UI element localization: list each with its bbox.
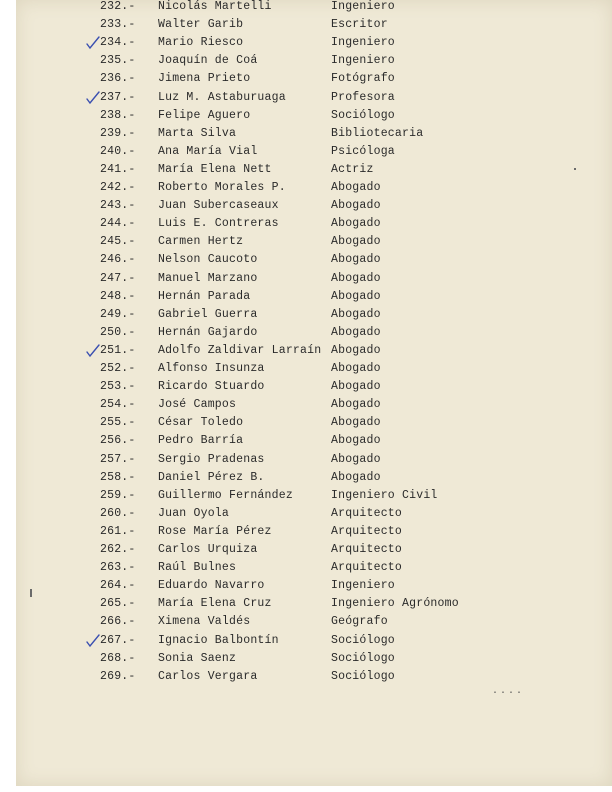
person-name: Juan Oyola bbox=[158, 506, 230, 520]
profession: Sociólogo bbox=[331, 633, 395, 647]
list-item bbox=[16, 215, 612, 233]
person-name: Ignacio Balbontín bbox=[158, 633, 279, 647]
entry-number: 232.- bbox=[100, 0, 136, 13]
person-name: Roberto Morales P. bbox=[158, 181, 286, 194]
person-name: Jimena Prieto bbox=[158, 72, 251, 86]
person-name: Hernán Parada bbox=[158, 289, 251, 303]
list-item bbox=[16, 559, 612, 577]
entry-number: 235.- bbox=[100, 54, 136, 68]
document-page bbox=[16, 0, 612, 786]
list-item bbox=[16, 0, 612, 16]
entry-number: 250.- bbox=[100, 325, 136, 339]
person-name: Rose María Pérez bbox=[158, 524, 272, 538]
stray-mark bbox=[574, 168, 576, 170]
list-item bbox=[16, 342, 612, 360]
person-name: Marta Silva bbox=[158, 126, 237, 140]
person-name: Gabriel Guerra bbox=[158, 307, 258, 321]
checkmark-icon bbox=[86, 36, 100, 50]
profession: Abogado bbox=[331, 271, 381, 285]
list-item bbox=[16, 197, 612, 215]
profession: Ingeniero bbox=[331, 54, 395, 68]
profession: Abogado bbox=[331, 343, 381, 357]
person-name: Carmen Hertz bbox=[158, 235, 244, 249]
person-name: César Toledo bbox=[158, 416, 244, 430]
person-name: Carlos Vergara bbox=[158, 669, 258, 683]
entry-number: 258.- bbox=[100, 470, 136, 484]
person-name: Luis E. Contreras bbox=[158, 217, 279, 231]
profession: Arquitecto bbox=[331, 506, 403, 520]
profession: Abogado bbox=[331, 452, 381, 466]
list-item bbox=[16, 650, 612, 668]
list-item bbox=[16, 324, 612, 342]
person-name: Felipe Aguero bbox=[158, 108, 251, 122]
person-name: Mario Riesco bbox=[158, 36, 244, 50]
profession: Actriz bbox=[331, 162, 374, 176]
list-item bbox=[16, 469, 612, 487]
list-item bbox=[16, 396, 612, 414]
profession: Ingeniero bbox=[331, 36, 395, 50]
person-name: Eduardo Navarro bbox=[158, 579, 265, 593]
profession: Abogado bbox=[331, 470, 381, 484]
person-name: Pedro Barría bbox=[158, 434, 244, 448]
person-name: Luz M. Astaburuaga bbox=[158, 90, 286, 104]
footer-marks: ···· bbox=[492, 688, 525, 699]
profession: Abogado bbox=[331, 380, 381, 394]
entry-number: 245.- bbox=[100, 235, 136, 249]
list-item bbox=[16, 161, 612, 179]
entry-number: 238.- bbox=[100, 108, 136, 122]
entry-number: 257.- bbox=[100, 452, 136, 466]
profession: Geógrafo bbox=[331, 615, 388, 629]
entry-number: 236.- bbox=[100, 72, 136, 86]
list-item bbox=[16, 414, 612, 432]
entry-number: 256.- bbox=[100, 434, 136, 448]
entry-number: 242.- bbox=[100, 181, 136, 194]
profession: Abogado bbox=[331, 416, 381, 430]
entry-number: 264.- bbox=[100, 579, 136, 593]
person-name: María Elena Nett bbox=[158, 162, 272, 176]
profession: Ingeniero bbox=[331, 0, 395, 13]
profession: Abogado bbox=[331, 289, 381, 303]
list-item bbox=[16, 523, 612, 541]
profession: Ingeniero bbox=[331, 579, 395, 593]
entry-number: 254.- bbox=[100, 398, 136, 412]
entry-number: 269.- bbox=[100, 669, 136, 683]
list-item bbox=[16, 505, 612, 523]
checkmark-icon bbox=[86, 634, 100, 648]
entry-number: 241.- bbox=[100, 162, 136, 176]
list-item bbox=[16, 432, 612, 450]
profession: Ingeniero Agrónomo bbox=[331, 597, 459, 611]
entry-number: 261.- bbox=[100, 524, 136, 538]
list-item bbox=[16, 143, 612, 161]
profession: Abogado bbox=[331, 307, 381, 321]
entry-number: 262.- bbox=[100, 543, 136, 556]
profession: Bibliotecaria bbox=[331, 126, 424, 140]
profession: Abogado bbox=[331, 362, 381, 375]
person-name: Guillermo Fernández bbox=[158, 488, 293, 502]
person-name: Daniel Pérez B. bbox=[158, 470, 265, 484]
list-item bbox=[16, 288, 612, 306]
entry-number: 265.- bbox=[100, 597, 136, 611]
margin-mark bbox=[30, 589, 32, 597]
list-item bbox=[16, 270, 612, 288]
person-name: José Campos bbox=[158, 398, 237, 412]
list-item bbox=[16, 613, 612, 631]
person-name: Nicolás Martelli bbox=[158, 0, 272, 13]
list-item bbox=[16, 541, 612, 559]
entry-number: 253.- bbox=[100, 380, 136, 394]
profession: Profesora bbox=[331, 90, 395, 104]
list-item bbox=[16, 34, 612, 52]
entry-number: 246.- bbox=[100, 253, 136, 267]
person-name: Raúl Bulnes bbox=[158, 561, 237, 575]
profession: Abogado bbox=[331, 434, 381, 448]
entry-number: 234.- bbox=[100, 36, 136, 50]
list-item bbox=[16, 451, 612, 469]
checkmark-icon bbox=[86, 91, 100, 105]
person-name: Adolfo Zaldivar Larraín bbox=[158, 343, 322, 357]
entry-number: 233.- bbox=[100, 18, 136, 32]
profession: Sociólogo bbox=[331, 108, 395, 122]
profession: Abogado bbox=[331, 398, 381, 412]
list-item bbox=[16, 251, 612, 269]
entry-number: 260.- bbox=[100, 506, 136, 520]
person-name: Ana María Vial bbox=[158, 144, 258, 158]
entry-number: 247.- bbox=[100, 271, 136, 285]
entry-number: 251.- bbox=[100, 343, 136, 357]
list-item bbox=[16, 487, 612, 505]
profession: Psicóloga bbox=[331, 144, 395, 158]
person-name: Joaquín de Coá bbox=[158, 54, 258, 68]
profession: Escritor bbox=[331, 18, 388, 32]
entry-number: 266.- bbox=[100, 615, 136, 629]
list-item bbox=[16, 632, 612, 650]
list-item bbox=[16, 233, 612, 251]
entry-number: 267.- bbox=[100, 633, 136, 647]
entry-number: 255.- bbox=[100, 416, 136, 430]
list-item bbox=[16, 70, 612, 88]
person-name: Walter Garib bbox=[158, 18, 244, 32]
list-item bbox=[16, 52, 612, 70]
list-item bbox=[16, 595, 612, 613]
profession: Arquitecto bbox=[331, 543, 403, 556]
profession: Fotógrafo bbox=[331, 72, 395, 86]
entry-number: 243.- bbox=[100, 199, 136, 213]
list-item bbox=[16, 668, 612, 686]
entry-number: 252.- bbox=[100, 362, 136, 375]
profession: Abogado bbox=[331, 181, 381, 194]
list-item bbox=[16, 306, 612, 324]
person-name: Sonia Saenz bbox=[158, 651, 237, 665]
entry-number: 268.- bbox=[100, 651, 136, 665]
person-name: Alfonso Insunza bbox=[158, 362, 265, 375]
profession: Abogado bbox=[331, 235, 381, 249]
entry-number: 259.- bbox=[100, 488, 136, 502]
person-name: Sergio Pradenas bbox=[158, 452, 265, 466]
list-item bbox=[16, 125, 612, 143]
profession: Arquitecto bbox=[331, 561, 403, 575]
list-item bbox=[16, 107, 612, 125]
entry-number: 244.- bbox=[100, 217, 136, 231]
entry-number: 249.- bbox=[100, 307, 136, 321]
person-name: Carlos Urquiza bbox=[158, 543, 258, 556]
list-item bbox=[16, 378, 612, 396]
person-name: Ximena Valdés bbox=[158, 615, 251, 629]
checkmark-icon bbox=[86, 344, 100, 358]
entry-number: 240.- bbox=[100, 144, 136, 158]
person-name: Juan Subercaseaux bbox=[158, 199, 279, 213]
list-item bbox=[16, 16, 612, 34]
profession: Arquitecto bbox=[331, 524, 403, 538]
list-item bbox=[16, 360, 612, 378]
list-item bbox=[16, 89, 612, 107]
person-name: Ricardo Stuardo bbox=[158, 380, 265, 394]
list-item bbox=[16, 577, 612, 595]
person-name: Manuel Marzano bbox=[158, 271, 258, 285]
profession: Sociólogo bbox=[331, 651, 395, 665]
profession: Sociólogo bbox=[331, 669, 395, 683]
profession: Abogado bbox=[331, 253, 381, 267]
profession: Abogado bbox=[331, 199, 381, 213]
profession: Abogado bbox=[331, 325, 381, 339]
person-name: Nelson Caucoto bbox=[158, 253, 258, 267]
person-name: María Elena Cruz bbox=[158, 597, 272, 611]
entry-number: 239.- bbox=[100, 126, 136, 140]
profession: Ingeniero Civil bbox=[331, 488, 438, 502]
person-name: Hernán Gajardo bbox=[158, 325, 258, 339]
entry-number: 263.- bbox=[100, 561, 136, 575]
entry-number: 248.- bbox=[100, 289, 136, 303]
entry-number: 237.- bbox=[100, 90, 136, 104]
profession: Abogado bbox=[331, 217, 381, 231]
list-item bbox=[16, 179, 612, 197]
